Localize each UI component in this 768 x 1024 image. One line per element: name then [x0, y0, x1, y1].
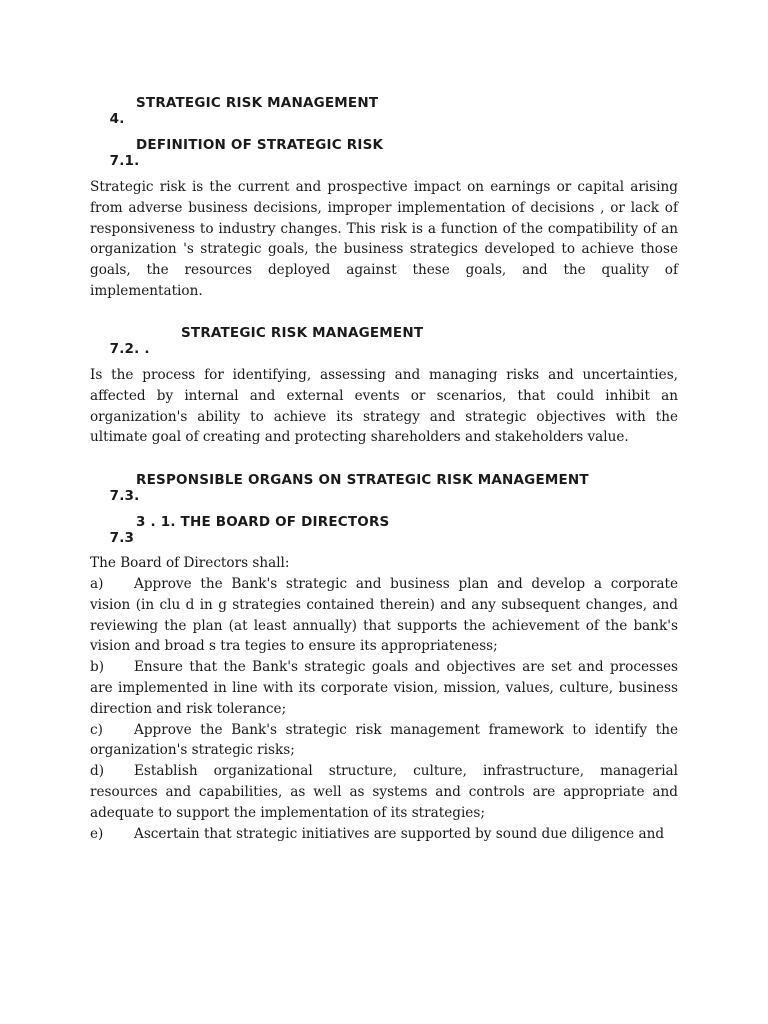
management-paragraph: Is the process for identifying, assessing and managing risks and uncertainties, affected by internal and external events or scenarios, that could inhibit an organization's ability to achieve its strategy and strategic objectives with the ultimate goal of creating and protecting shareholders and stakeholders value.: [90, 367, 678, 446]
subsection-7-3-1-title: 3 . 1. THE BOARD OF DIRECTORS: [136, 514, 390, 530]
subsection-7-1-title: DEFINITION OF STRATEGIC RISK: [136, 137, 384, 153]
list-item-text: Approve the Bank's strategic risk management framework to identify the organization's strategic risks;: [90, 721, 678, 759]
list-item-text: Approve the Bank's strategic and business plan and develop a corporate vision (in clu d in g strategies contained therein) and any subsequent changes, and reviewing the plan (at least annually) that supports the achievement of the bank's vision and broad s tra tegies to ensure its appropriateness;: [90, 576, 678, 655]
section-number: 4.: [109, 111, 125, 127]
subsection-7-3-1-number: 7.3: [109, 530, 135, 546]
list-item: [90, 761, 678, 823]
board-duties-list: [90, 574, 678, 844]
board-intro: The Board of Directors shall:: [90, 555, 290, 571]
subsection-7-1-number: 7.1.: [109, 153, 140, 169]
section-title: STRATEGIC RISK MANAGEMENT: [136, 95, 379, 111]
list-marker: d): [90, 763, 105, 780]
list-item: [90, 824, 678, 845]
list-marker: c): [90, 721, 103, 738]
list-item-text: Establish organizational structure, culture, infrastructure, managerial resources and capabilities, as well as systems and controls are appropriate and adequate to support the implementation of its strategies;: [90, 763, 678, 821]
list-marker: e): [90, 825, 104, 842]
definition-paragraph: Strategic risk is the current and prospective impact on earnings or capital arising from adverse business decisions, improper implementation of decisions , or lack of responsiveness to industry changes. This risk is a function of the compatibility of an organization 's strategic goals, the business strategics developed to achieve those goals, the resources deployed against these goals, and the quality of implementation.: [90, 179, 678, 299]
subsection-7-3-title: RESPONSIBLE ORGANS ON STRATEGIC RISK MANAGEMENT: [136, 472, 589, 488]
list-marker: b): [90, 659, 105, 676]
list-item-text: Ascertain that strategic initiatives are supported by sound due diligence and: [134, 825, 665, 842]
list-item: [90, 657, 678, 719]
list-item: [90, 574, 678, 657]
list-item: [90, 720, 678, 762]
list-marker: a): [90, 576, 104, 592]
subsection-7-3-number: 7.3.: [109, 488, 140, 504]
list-item-text: Ensure that the Bank's strategic goals and objectives are set and processes are implemented in line with its corporate vision, mission, values, culture, business direction and risk tolerance;: [90, 659, 678, 717]
subsection-7-2-title: STRATEGIC RISK MANAGEMENT: [181, 325, 424, 341]
subsection-7-2-number: 7.2. .: [109, 341, 150, 357]
